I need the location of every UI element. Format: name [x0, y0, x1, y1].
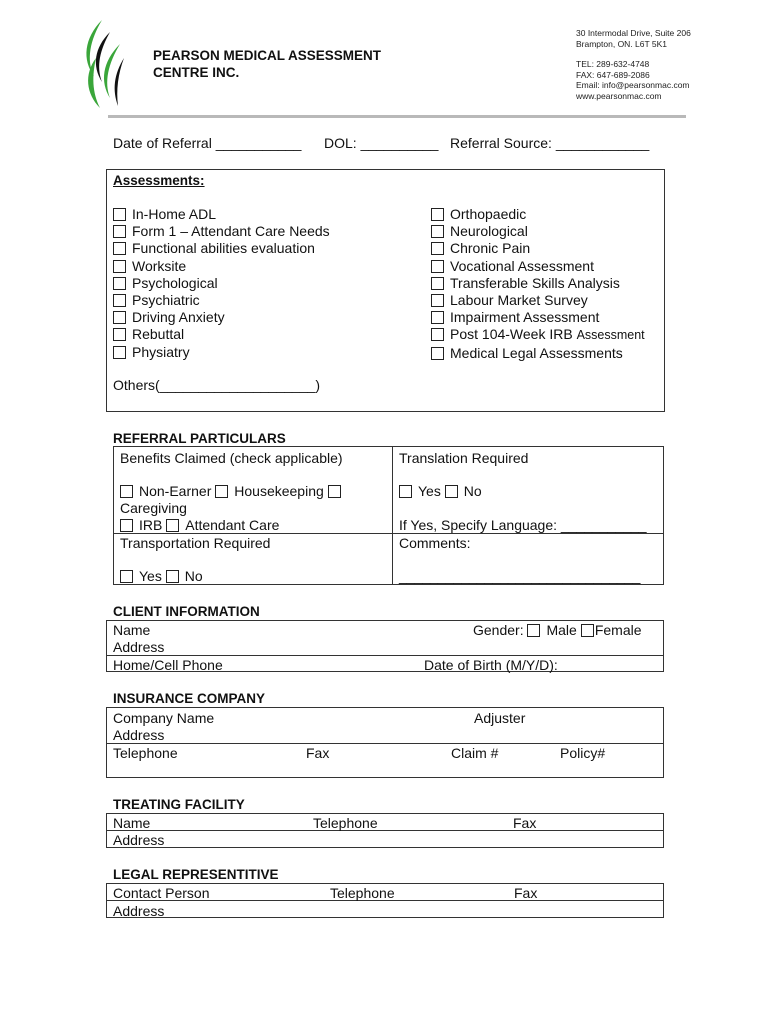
- checkbox-icon[interactable]: [113, 328, 126, 341]
- policy-number-label: Policy#: [560, 745, 606, 761]
- checkbox-icon[interactable]: [431, 277, 444, 290]
- checkbox-icon[interactable]: [431, 208, 444, 221]
- checkbox-icon[interactable]: [113, 242, 126, 255]
- assessment-option[interactable]: Driving Anxiety: [113, 309, 330, 326]
- assessment-option[interactable]: Worksite: [113, 258, 330, 275]
- checkbox-icon[interactable]: [113, 346, 126, 359]
- translation-options: [399, 483, 482, 499]
- assessment-option[interactable]: Physiatry: [113, 344, 330, 361]
- checkbox-icon[interactable]: [120, 570, 133, 583]
- checkbox-icon[interactable]: [113, 311, 126, 324]
- checkbox-icon[interactable]: [166, 570, 179, 583]
- company-name-label: Company Name: [113, 710, 215, 726]
- assessment-option[interactable]: Rebuttal: [113, 326, 330, 343]
- header-divider: [108, 115, 686, 118]
- checkbox-icon[interactable]: [431, 347, 444, 360]
- assessments-left-list: [113, 206, 330, 361]
- assessment-option[interactable]: Orthopaedic: [431, 206, 645, 223]
- date-of-referral-field[interactable]: Date of Referral ___________: [113, 135, 302, 151]
- contact-person-label: Contact Person: [113, 885, 210, 901]
- fax-text: FAX: 647-689-2086: [576, 69, 650, 80]
- treating-facility-title: TREATING FACILITY: [113, 797, 245, 812]
- assessments-title: Assessments:: [113, 173, 205, 188]
- referral-particulars-title: REFERRAL PARTICULARS: [113, 431, 286, 446]
- checkbox-icon[interactable]: [581, 624, 594, 637]
- company-name-line1: PEARSON MEDICAL ASSESSMENT: [153, 48, 382, 63]
- legal-fax-label: Fax: [514, 885, 538, 901]
- assessments-right-list: [431, 206, 645, 362]
- assessment-option[interactable]: Vocational Assessment: [431, 258, 645, 275]
- assessment-option[interactable]: Labour Market Survey: [431, 292, 645, 309]
- legal-telephone-label: Telephone: [330, 885, 395, 901]
- checkbox-icon[interactable]: [113, 277, 126, 290]
- checkbox-icon[interactable]: [431, 294, 444, 307]
- email-text: Email: info@pearsonmac.com: [576, 80, 690, 90]
- client-name-label: Name: [113, 622, 151, 638]
- adjuster-label: Adjuster: [474, 710, 526, 726]
- client-address-label: Address: [113, 639, 165, 655]
- caregiving-label: Caregiving: [120, 500, 187, 516]
- yes-label: Yes: [418, 483, 441, 499]
- table-divider: [106, 830, 664, 831]
- specify-language-field[interactable]: If Yes, Specify Language: ___________: [399, 517, 647, 533]
- checkbox-icon[interactable]: [431, 225, 444, 238]
- benefits-claimed-label: Benefits Claimed (check applicable): [120, 450, 343, 466]
- checkbox-icon[interactable]: [431, 328, 444, 341]
- comments-label: Comments:: [399, 535, 471, 551]
- facility-fax-label: Fax: [513, 815, 537, 831]
- assessment-option[interactable]: In-Home ADL: [113, 206, 330, 223]
- date-of-birth-label: Date of Birth (M/Y/D):: [424, 657, 558, 673]
- table-divider: [106, 743, 664, 744]
- table-divider: [106, 655, 664, 656]
- assessment-option[interactable]: Functional abilities evaluation: [113, 240, 330, 257]
- non-earner-label: Non-Earner: [139, 483, 212, 499]
- checkbox-icon[interactable]: [431, 260, 444, 273]
- company-contact-block: [576, 28, 691, 101]
- gender-field: Gender: Male Female: [473, 622, 642, 638]
- irb-label: IRB: [139, 517, 163, 533]
- facility-name-label: Name: [113, 815, 151, 831]
- company-logo-icon: [80, 18, 130, 110]
- benefits-options: [120, 483, 347, 534]
- assessment-option[interactable]: Medical Legal Assessments: [431, 345, 645, 362]
- address-line2: Brampton, ON. L6T 5K1: [576, 38, 668, 49]
- housekeeping-label: Housekeeping: [234, 483, 324, 499]
- claim-number-label: Claim #: [451, 745, 499, 761]
- assessment-option[interactable]: Psychological: [113, 275, 330, 292]
- assessment-option[interactable]: Chronic Pain: [431, 240, 645, 257]
- facility-telephone-label: Telephone: [313, 815, 378, 831]
- client-phone-label: Home/Cell Phone: [113, 657, 223, 673]
- checkbox-icon[interactable]: [113, 208, 126, 221]
- assessment-option[interactable]: Neurological: [431, 223, 645, 240]
- table-divider: [392, 446, 393, 585]
- client-information-title: CLIENT INFORMATION: [113, 604, 260, 619]
- dol-field[interactable]: DOL: __________: [324, 135, 439, 151]
- others-field[interactable]: Others(____________________): [113, 377, 321, 393]
- insurance-address-label: Address: [113, 727, 165, 743]
- insurance-company-title: INSURANCE COMPANY: [113, 691, 266, 706]
- checkbox-icon[interactable]: [431, 311, 444, 324]
- female-label: Female: [594, 622, 642, 638]
- checkbox-icon[interactable]: [120, 519, 133, 532]
- checkbox-icon[interactable]: [328, 485, 341, 498]
- assessment-option[interactable]: Transferable Skills Analysis: [431, 275, 645, 292]
- website-text: www.pearsonmac.com: [576, 90, 662, 101]
- assessment-option[interactable]: Psychiatric: [113, 292, 330, 309]
- translation-required-label: Translation Required: [399, 450, 529, 466]
- checkbox-icon[interactable]: [166, 519, 179, 532]
- referral-source-field[interactable]: Referral Source: ____________: [450, 135, 650, 151]
- checkbox-icon[interactable]: [399, 485, 412, 498]
- assessment-option[interactable]: Impairment Assessment: [431, 309, 645, 326]
- checkbox-icon[interactable]: [445, 485, 458, 498]
- checkbox-icon[interactable]: [113, 225, 126, 238]
- insurance-telephone-label: Telephone: [113, 745, 178, 761]
- legal-address-label: Address: [113, 903, 165, 919]
- address-line1: 30 Intermodal Drive, Suite 206: [576, 28, 691, 38]
- checkbox-icon[interactable]: [431, 242, 444, 255]
- no-label: No: [184, 568, 203, 584]
- yes-label: Yes: [139, 568, 162, 584]
- male-label: Male: [546, 622, 577, 638]
- company-name-line2: CENTRE INC.: [153, 65, 240, 80]
- transportation-options: [120, 568, 203, 584]
- assessment-option[interactable]: Form 1 – Attendant Care Needs: [113, 223, 330, 240]
- checkbox-icon[interactable]: [215, 485, 228, 498]
- transportation-required-label: Transportation Required: [120, 535, 271, 551]
- legal-representative-title: LEGAL REPRESENTITIVE: [113, 867, 279, 882]
- comments-field[interactable]: _______________________________: [399, 568, 641, 584]
- facility-address-label: Address: [113, 832, 165, 848]
- telephone-text: TEL: 289-632-4748: [576, 59, 650, 69]
- checkbox-icon[interactable]: [527, 624, 540, 637]
- checkbox-icon[interactable]: [120, 485, 133, 498]
- attendant-care-label: Attendant Care: [185, 517, 280, 533]
- no-label: No: [463, 483, 482, 499]
- assessment-option[interactable]: Post 104-Week IRB Assessment: [431, 326, 645, 344]
- insurance-fax-label: Fax: [306, 745, 330, 761]
- checkbox-icon[interactable]: [113, 260, 126, 273]
- company-name: [153, 47, 381, 81]
- checkbox-icon[interactable]: [113, 294, 126, 307]
